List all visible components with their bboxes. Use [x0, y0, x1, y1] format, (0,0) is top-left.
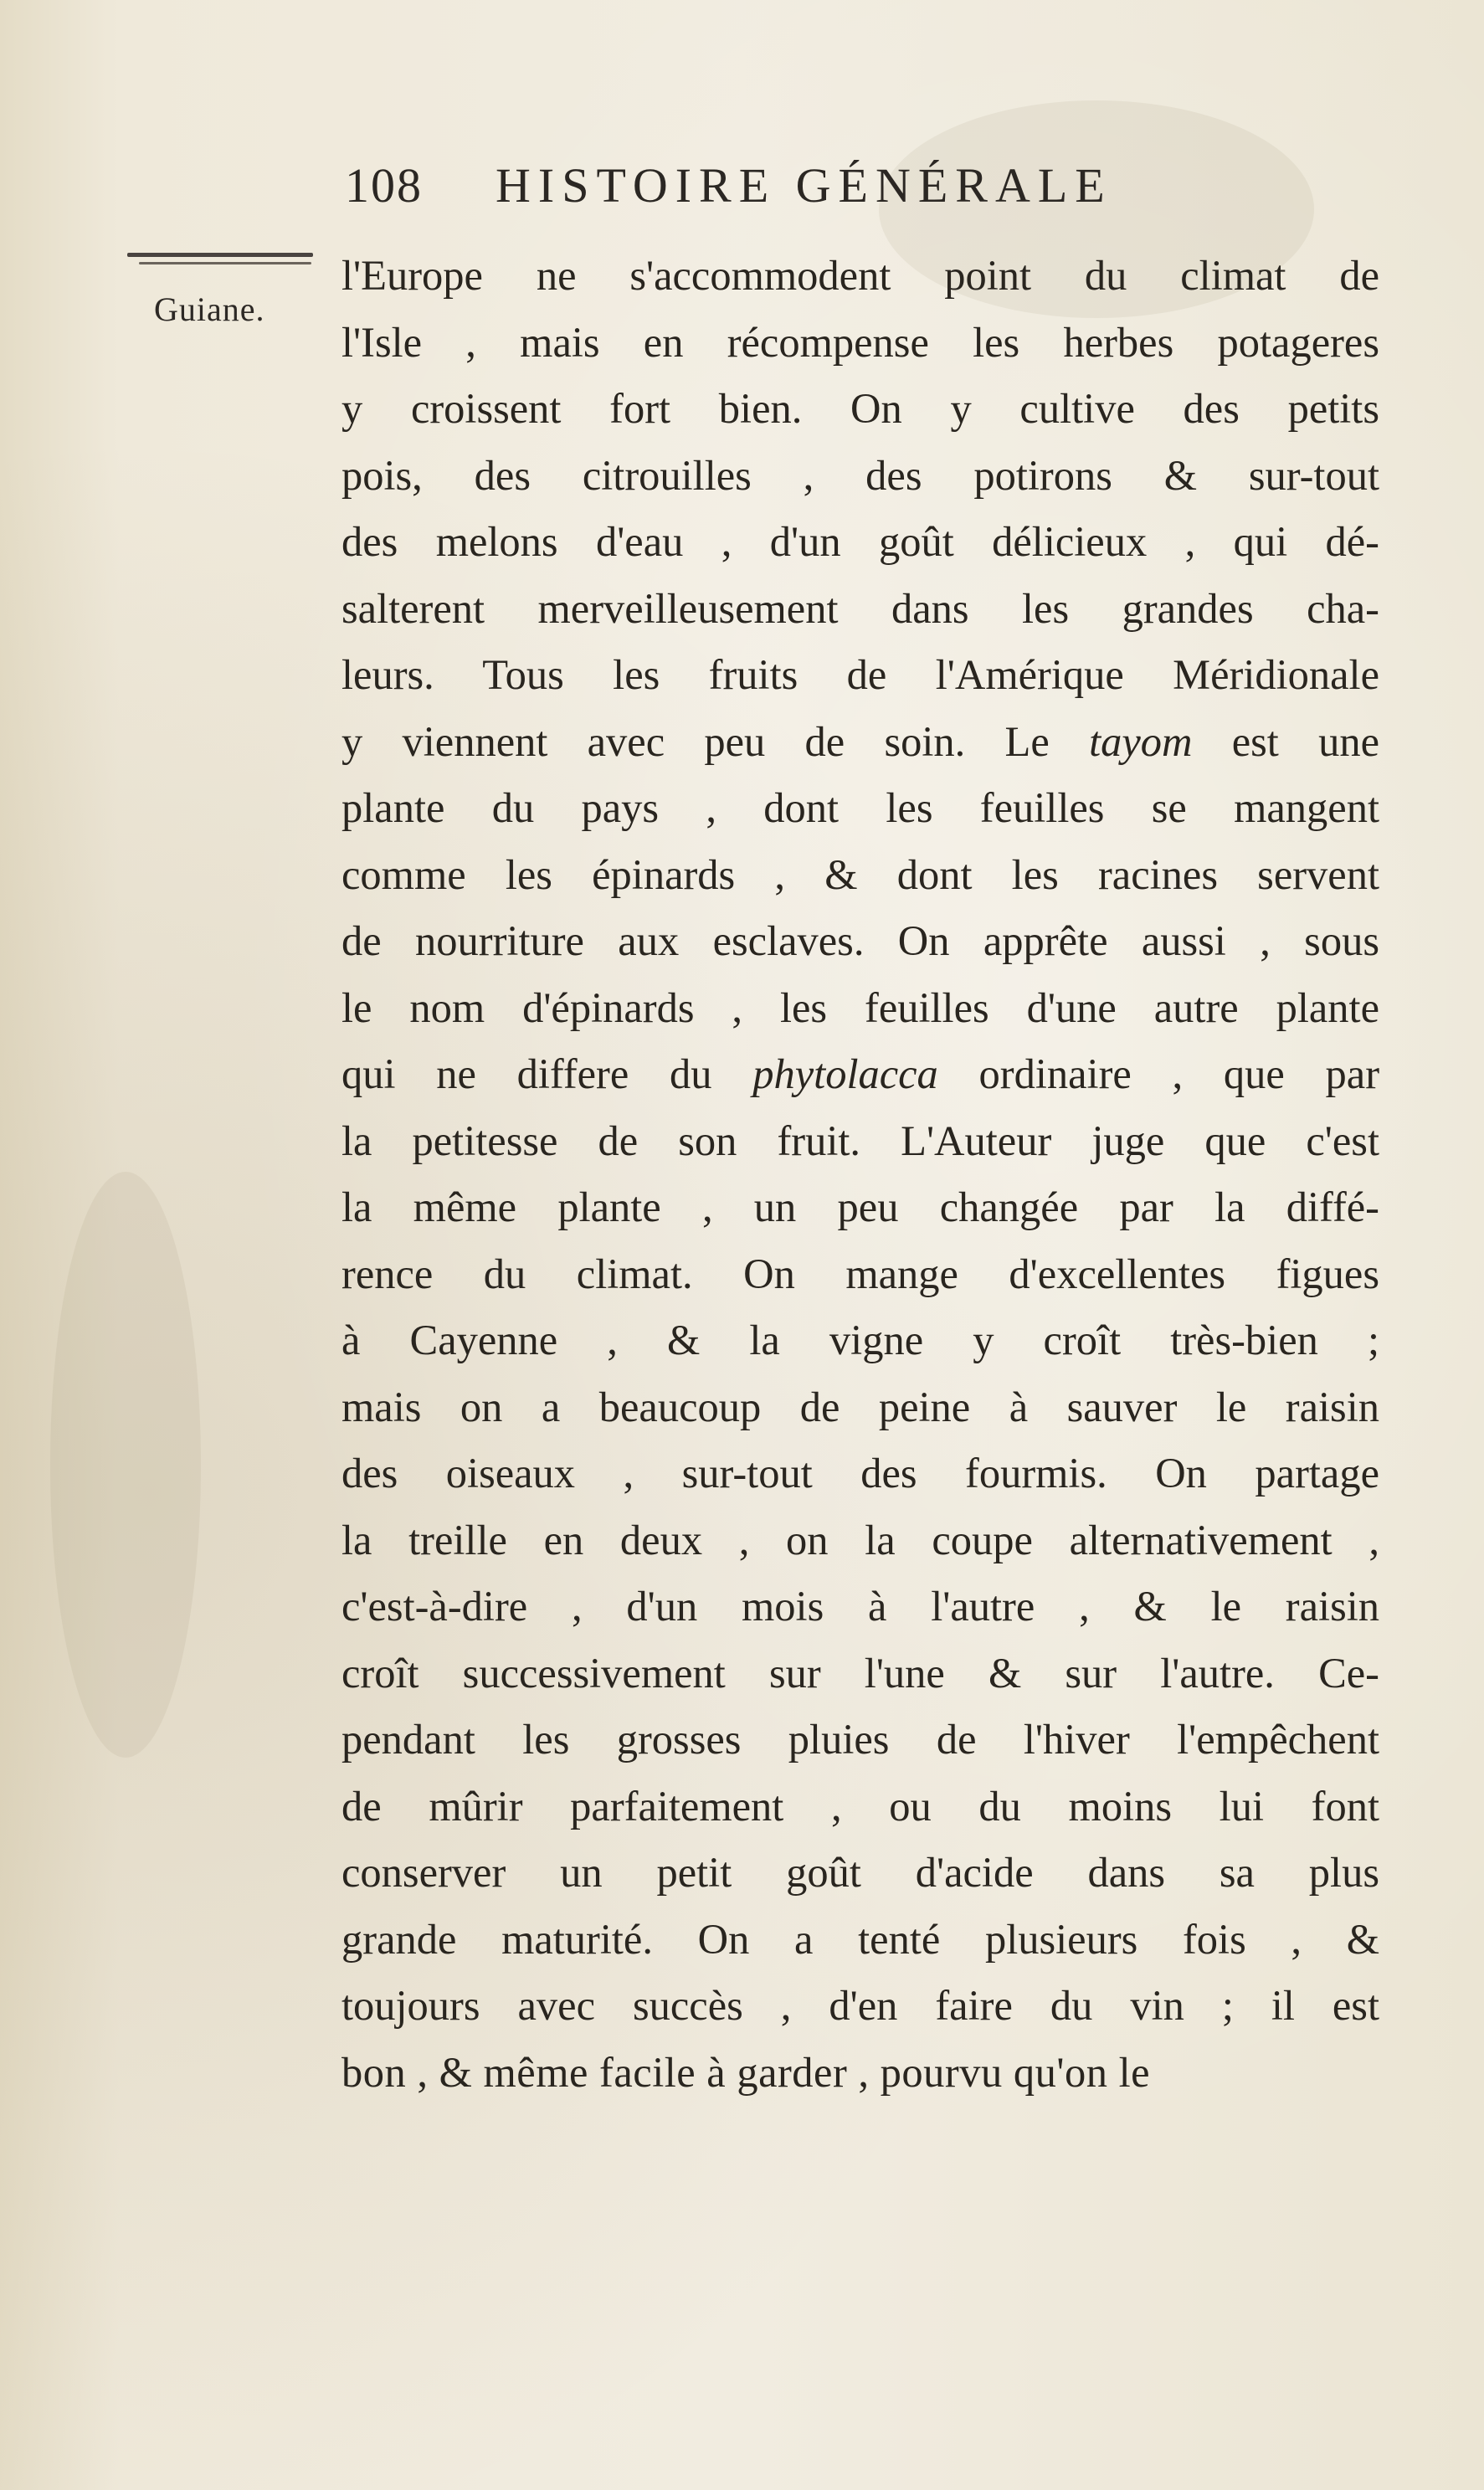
text-line: grande maturité. On a tenté plusieurs fois , & — [341, 1915, 1379, 1963]
text-line: pois, des citrouilles , des potirons & sur-tout — [341, 451, 1379, 499]
text-line: y viennent avec peu de soin. Le tayom est une — [341, 717, 1380, 765]
text-line: leurs. Tous les fruits de l'Amérique Méridionale — [341, 651, 1379, 698]
text-line: de mûrir parfaitement , ou du moins lui font — [341, 1782, 1379, 1830]
text-line: la treille en deux , on la coupe alternativement , — [341, 1516, 1379, 1563]
text-line: toujours avec succès , d'en faire du vin ; il est — [341, 1982, 1379, 2029]
text-line: la petitesse de son fruit. L'Auteur juge que c'est — [341, 1117, 1379, 1164]
text-line: l'Isle , mais en récompense les herbes potageres — [341, 318, 1379, 366]
page-number: 108 — [345, 158, 423, 213]
margin-rule — [127, 253, 313, 257]
text-line: croît successivement sur l'une & sur l'autre. Ce- — [341, 1649, 1379, 1697]
running-title: HISTOIRE GÉNÉRALE — [496, 158, 1112, 213]
margin-rule — [139, 262, 311, 264]
text-line: mais on a beaucoup de peine à sauver le raisin — [341, 1383, 1379, 1430]
text-line: c'est-à-dire , d'un mois à l'autre , & le raisin — [341, 1583, 1379, 1630]
text-line: la même plante , un peu changée par la diffé- — [341, 1183, 1379, 1230]
margin-note: Guiane. — [154, 290, 265, 328]
text-line: bon , & même facile à garder , pourvu qu'on le — [341, 2048, 1151, 2096]
text-line: le nom d'épinards , les feuilles d'une autre plante — [341, 983, 1379, 1031]
text-line: rence du climat. On mange d'excellentes figues — [341, 1250, 1379, 1297]
text-line: y croissent fort bien. On y cultive des petits — [341, 385, 1379, 432]
paper-stain — [50, 1172, 201, 1758]
text-line: qui ne differe du phytolacca ordinaire , que par — [341, 1050, 1380, 1097]
text-line: salterent merveilleusement dans les grandes cha- — [341, 584, 1379, 632]
body-text — [341, 243, 1379, 2106]
text-line: à Cayenne , & la vigne y croît très-bien ; — [341, 1317, 1379, 1363]
text-line: pendant les grosses pluies de l'hiver l'empêchent — [341, 1716, 1379, 1763]
text-line: l'Europe ne s'accommodent point du climat de — [341, 252, 1379, 299]
text-line: des melons d'eau , d'un goût délicieux , qui dé- — [341, 518, 1379, 565]
text-line: comme les épinards , & dont les racines servent — [341, 850, 1379, 898]
text-line: des oiseaux , sur-tout des fourmis. On partage — [341, 1450, 1379, 1497]
text-line: de nourriture aux esclaves. On apprête aussi , sous — [341, 917, 1379, 964]
page-header — [345, 157, 1249, 233]
text-line: conserver un petit goût d'acide dans sa plus — [341, 1849, 1379, 1896]
text-line: plante du pays , dont les feuilles se mangent — [341, 784, 1379, 831]
